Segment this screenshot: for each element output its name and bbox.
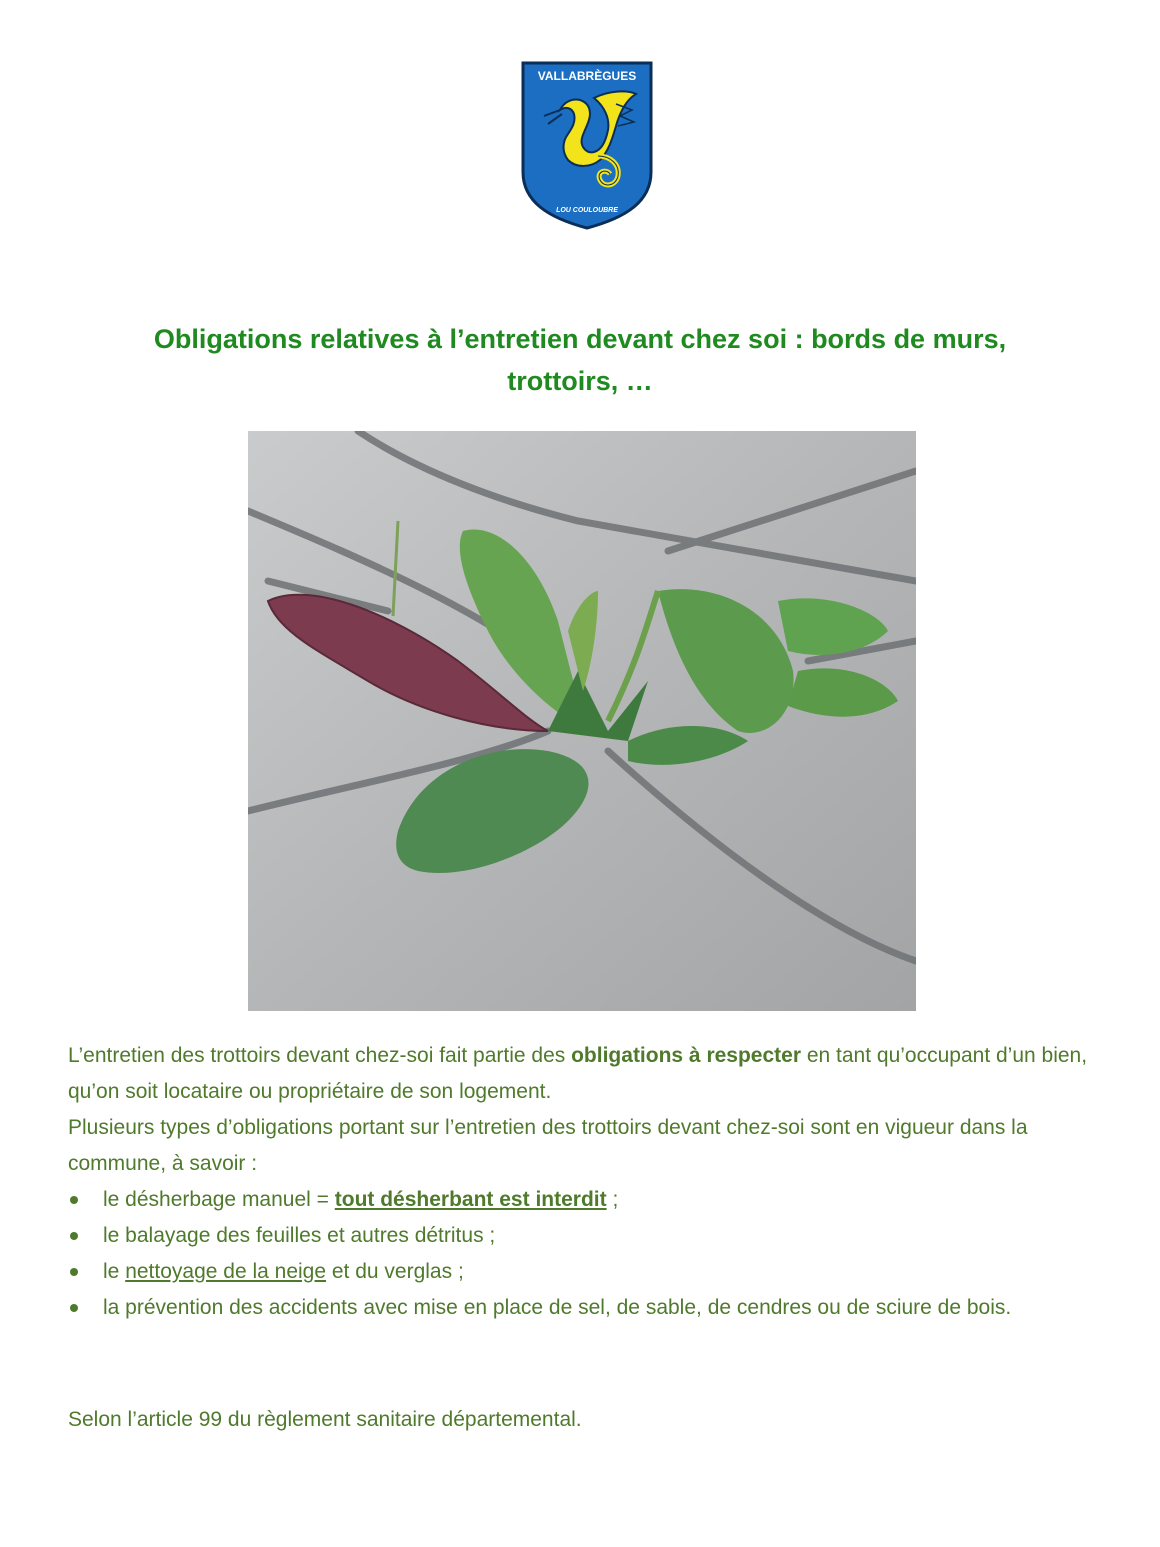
snow-cleaning-underlined: nettoyage de la neige bbox=[125, 1260, 327, 1283]
paragraph-types: Plusieurs types d’obligations portant sur l’entretien des trottoirs devant chez-soi sont en vigueur dans la commune, à savoir : bbox=[68, 1116, 1028, 1175]
list-item-text: ; bbox=[606, 1188, 619, 1211]
obligations-list bbox=[68, 1182, 1098, 1326]
obligations-emphasis: obligations à respecter bbox=[571, 1044, 802, 1067]
list-item bbox=[68, 1218, 1098, 1254]
list-item-text: et du verglas ; bbox=[326, 1260, 464, 1283]
paragraph-obligations-text-b: en tant qu’occupant d’un bien, qu’on soit locataire ou propriétaire de son logement. bbox=[68, 1044, 1088, 1103]
paragraph-obligations-text-a: L’entretien des trottoirs devant chez-soi fait partie des bbox=[68, 1044, 572, 1067]
page-title-line1: Obligations relatives à l’entretien devant chez soi : bords de murs, bbox=[153, 324, 1007, 354]
bullet-icon bbox=[70, 1268, 78, 1276]
list-item-text: la prévention des accidents avec mise en place de sel, de sable, de cendres ou de sciure de bois. bbox=[103, 1296, 1012, 1319]
list-item-text: le balayage des feuilles et autres détritus ; bbox=[103, 1224, 496, 1247]
body-text bbox=[68, 1038, 1098, 1326]
page-title-line2: trottoirs, … bbox=[507, 366, 653, 396]
page-title bbox=[60, 318, 1100, 402]
regulation-reference: Selon l’article 99 du règlement sanitaire départemental. bbox=[68, 1408, 582, 1431]
bullet-icon bbox=[70, 1304, 78, 1312]
bullet-icon bbox=[70, 1196, 78, 1204]
herbicide-ban-emphasis: tout désherbant est interdit bbox=[334, 1188, 607, 1211]
list-item bbox=[68, 1290, 1098, 1326]
vallabregues-crest-logo bbox=[520, 60, 654, 230]
bullet-icon bbox=[70, 1232, 78, 1240]
list-item bbox=[68, 1254, 1098, 1290]
list-item-text: le bbox=[103, 1260, 126, 1283]
list-item bbox=[68, 1182, 1098, 1218]
list-item-text: le désherbage manuel = bbox=[103, 1188, 335, 1211]
crest-bottom-label: LOU COULOUBRE bbox=[556, 207, 618, 214]
crest-top-label: VALLABRÈGUES bbox=[537, 69, 637, 83]
paragraph-obligations bbox=[68, 1038, 1098, 1110]
weed-between-paving-stones-photo bbox=[248, 431, 916, 1011]
